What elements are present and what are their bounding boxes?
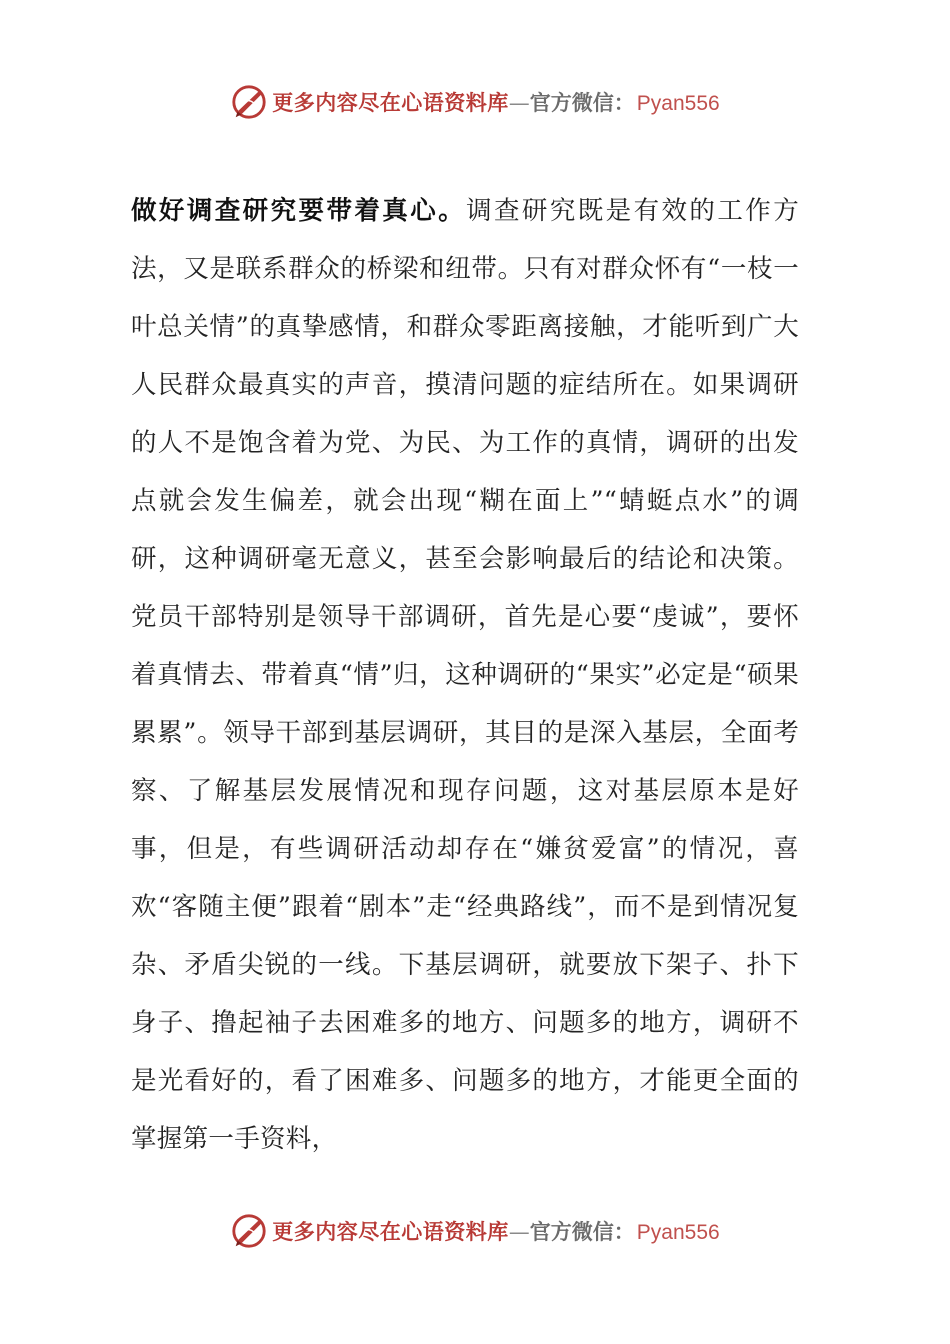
pen-logo-icon <box>230 83 268 121</box>
header-banner-text <box>272 87 719 117</box>
header-wechat-id: Pyan556 <box>636 92 720 115</box>
header-site-name: 更多内容尽在心语资料库 <box>272 90 509 115</box>
header-banner <box>0 80 950 124</box>
footer-wechat-id: Pyan556 <box>636 1221 720 1244</box>
paragraph-text: 调查研究既是有效的工作方法，又是联系群众的桥梁和纽带。只有对群众怀有“一枝一叶总关情”的真挚感情，和群众零距离接触，才能听到广大人民群众最真实的声音，摸清问题的症结所在。如果调研的人不是饱含着为党、为民、为工作的真情，调研的出发点就会发生偏差，就会出现“糊在面上”“蜻蜓点水”的调研，这种调研毫无意义，甚至会影响最后的结论和决策。党员干部特别是领导干部调研，首先是心要“虔诚”，要怀着真情去、带着真“情”归，这种调研的“果实”必定是“硕果累累”。领导干部到基层调研，其目的是深入基层，全面考察、了解基层发展情况和现存问题，这对基层原本是好事，但是，有些调研活动却存在“嫌贫爱富”的情况，喜欢“客随主便”跟着“剧本”走“经典路线”，而不是到情况复杂、矛盾尖锐的一线。下基层调研，就要放下架子、扑下身子、撸起袖子去困难多的地方、问题多的地方，调研不是光看好的，看了困难多、问题多的地方，才能更全面的掌握第一手资料， <box>131 196 799 1154</box>
header-dash: — <box>508 91 530 115</box>
paragraph-lead: 做好调查研究要带着真心。 <box>131 196 467 226</box>
footer-banner-text <box>272 1216 719 1246</box>
pen-logo-icon <box>230 1212 268 1250</box>
footer-banner <box>0 1209 950 1253</box>
footer-site-name: 更多内容尽在心语资料库 <box>272 1219 509 1244</box>
body-paragraph <box>131 182 799 1168</box>
footer-wechat-label: 官方微信： <box>529 1219 635 1244</box>
header-wechat-label: 官方微信： <box>529 90 635 115</box>
footer-dash: — <box>508 1220 530 1244</box>
